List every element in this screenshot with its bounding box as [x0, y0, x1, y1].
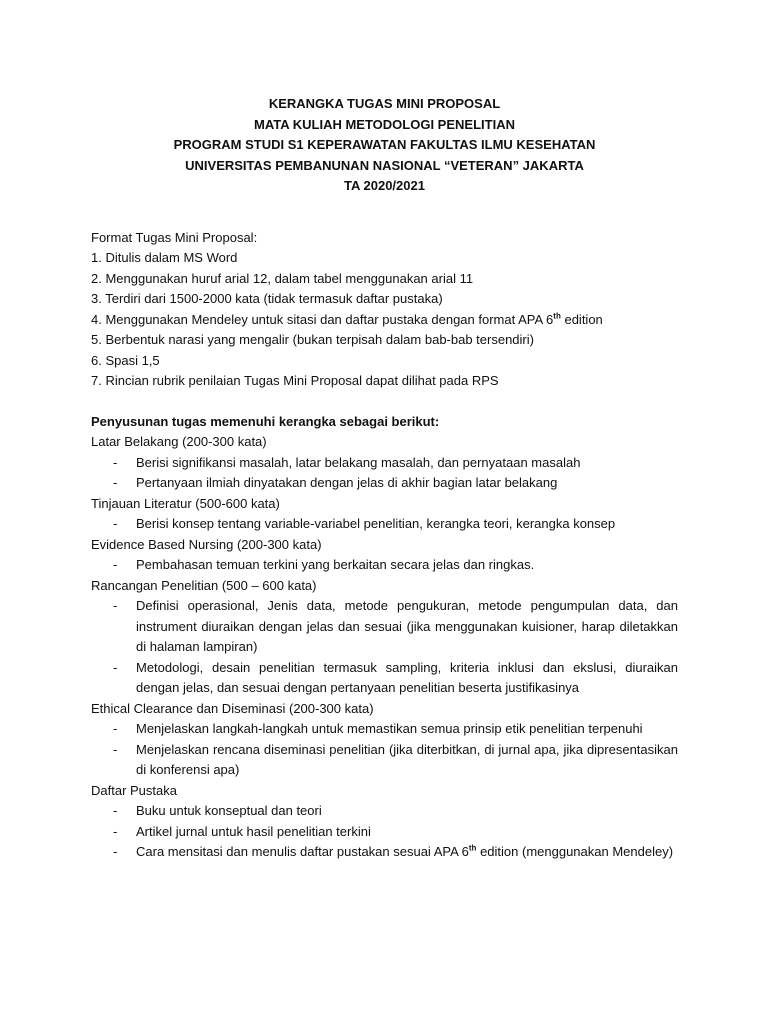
list-item — [91, 514, 678, 535]
format-item-text: 4. Menggunakan Mendeley untuk sitasi dan daftar pustaka dengan format APA 6 — [91, 311, 554, 327]
dash-marker: - — [113, 803, 118, 818]
format-item: 5. Berbentuk narasi yang mengalir (bukan terpisah dalam bab-bab tersendiri) — [91, 332, 534, 347]
dash-marker: - — [113, 516, 118, 531]
list-item-text: Definisi operasional, Jenis data, metode pengukuran, metode pengumpulan data, dan instrument diuraikan dengan jelas dan sesuai (jika menggunakan kuisioner, harap diletakkan di halaman lampiran) — [136, 598, 678, 654]
structure-title: Penyusunan tugas memenuhi kerangka sebagai berikut: — [91, 413, 440, 429]
section-heading: Daftar Pustaka — [91, 782, 177, 798]
list-item-text: Pembahasan temuan terkini yang berkaitan secara jelas dan ringkas. — [136, 557, 535, 572]
superscript: th — [553, 311, 561, 321]
list-item — [91, 596, 678, 658]
list-item — [91, 822, 678, 843]
section-spacer — [91, 392, 678, 412]
section-heading: Evidence Based Nursing (200-300 kata) — [91, 536, 322, 552]
list-item — [91, 719, 678, 740]
document-content — [91, 94, 678, 863]
dash-marker: - — [113, 659, 118, 675]
list-item-text: Pertanyaan ilmiah dinyatakan dengan jelas di akhir bagian latar belakang — [136, 475, 558, 490]
dash-marker: - — [113, 557, 118, 572]
list-item-text: Metodologi, desain penelitian termasuk sampling, kriteria inklusi dan ekslusi, diuraikan dengan jelas, dan sesuai dengan pertanyaan penelitian beserta justifikasinya — [136, 659, 678, 695]
format-item: 7. Rincian rubrik penilaian Tugas Mini Proposal dapat dilihat pada RPS — [91, 373, 499, 388]
list-item — [91, 555, 678, 576]
list-item — [91, 453, 678, 474]
list-item — [91, 842, 678, 863]
list-item-text: Berisi signifikansi masalah, latar belakang masalah, dan pernyataan masalah — [136, 454, 581, 470]
header-program: PROGRAM STUDI S1 KEPERAWATAN FAKULTAS ILMU KESEHATAN — [173, 137, 596, 152]
dash-marker: - — [113, 475, 118, 490]
dash-marker: - — [113, 741, 118, 757]
dash-marker: - — [113, 823, 118, 839]
section-heading: Rancangan Penelitian (500 – 600 kata) — [91, 577, 317, 593]
document-header — [91, 94, 678, 197]
format-section — [91, 228, 678, 392]
header-academic-year: TA 2020/2021 — [344, 178, 425, 193]
list-item-text: Menjelaskan langkah-langkah untuk memastikan semua prinsip etik penelitian terpenuhi — [136, 721, 643, 736]
list-item — [91, 801, 678, 822]
format-item: 1. Ditulis dalam MS Word — [91, 250, 238, 265]
list-item-tail: edition (menggunakan Mendeley) — [476, 844, 674, 859]
format-item-tail: edition — [560, 311, 603, 327]
dash-marker: - — [113, 598, 118, 613]
format-title: Format Tugas Mini Proposal: — [91, 229, 258, 245]
list-item-text: Menjelaskan rencana diseminasi penelitian (jika diterbitkan, di jurnal apa, jika dipresentasikan di konferensi apa) — [136, 741, 678, 777]
dash-marker: - — [113, 721, 118, 736]
format-item: 3. Terdiri dari 1500-2000 kata (tidak termasuk daftar pustaka) — [91, 291, 443, 306]
format-item: 2. Menggunakan huruf arial 12, dalam tabel menggunakan arial 11 — [91, 270, 474, 286]
list-item — [91, 740, 678, 781]
dash-marker: - — [113, 454, 118, 470]
list-item-text: Buku untuk konseptual dan teori — [136, 803, 322, 818]
superscript: th — [468, 843, 477, 853]
header-course: MATA KULIAH METODOLOGI PENELITIAN — [254, 116, 515, 132]
format-item — [91, 310, 678, 331]
list-item — [91, 473, 678, 494]
list-item-text: Berisi konsep tentang variable-variabel penelitian, kerangka teori, kerangka konsep — [136, 516, 616, 531]
structure-section — [91, 412, 678, 863]
format-item: 6. Spasi 1,5 — [91, 352, 160, 368]
header-title: KERANGKA TUGAS MINI PROPOSAL — [268, 96, 501, 111]
section-heading: Ethical Clearance dan Diseminasi (200-300 kata) — [91, 700, 374, 716]
header-university: UNIVERSITAS PEMBANUNAN NASIONAL “VETERAN” JAKARTA — [185, 157, 584, 173]
dash-marker: - — [113, 844, 118, 859]
list-item — [91, 658, 678, 699]
list-item-text: Artikel jurnal untuk hasil penelitian terkini — [136, 823, 371, 839]
list-item-text: Cara mensitasi dan menulis daftar pustakan sesuai APA 6 — [136, 844, 469, 859]
section-heading: Tinjauan Literatur (500-600 kata) — [91, 495, 280, 511]
section-heading: Latar Belakang (200-300 kata) — [91, 434, 267, 449]
